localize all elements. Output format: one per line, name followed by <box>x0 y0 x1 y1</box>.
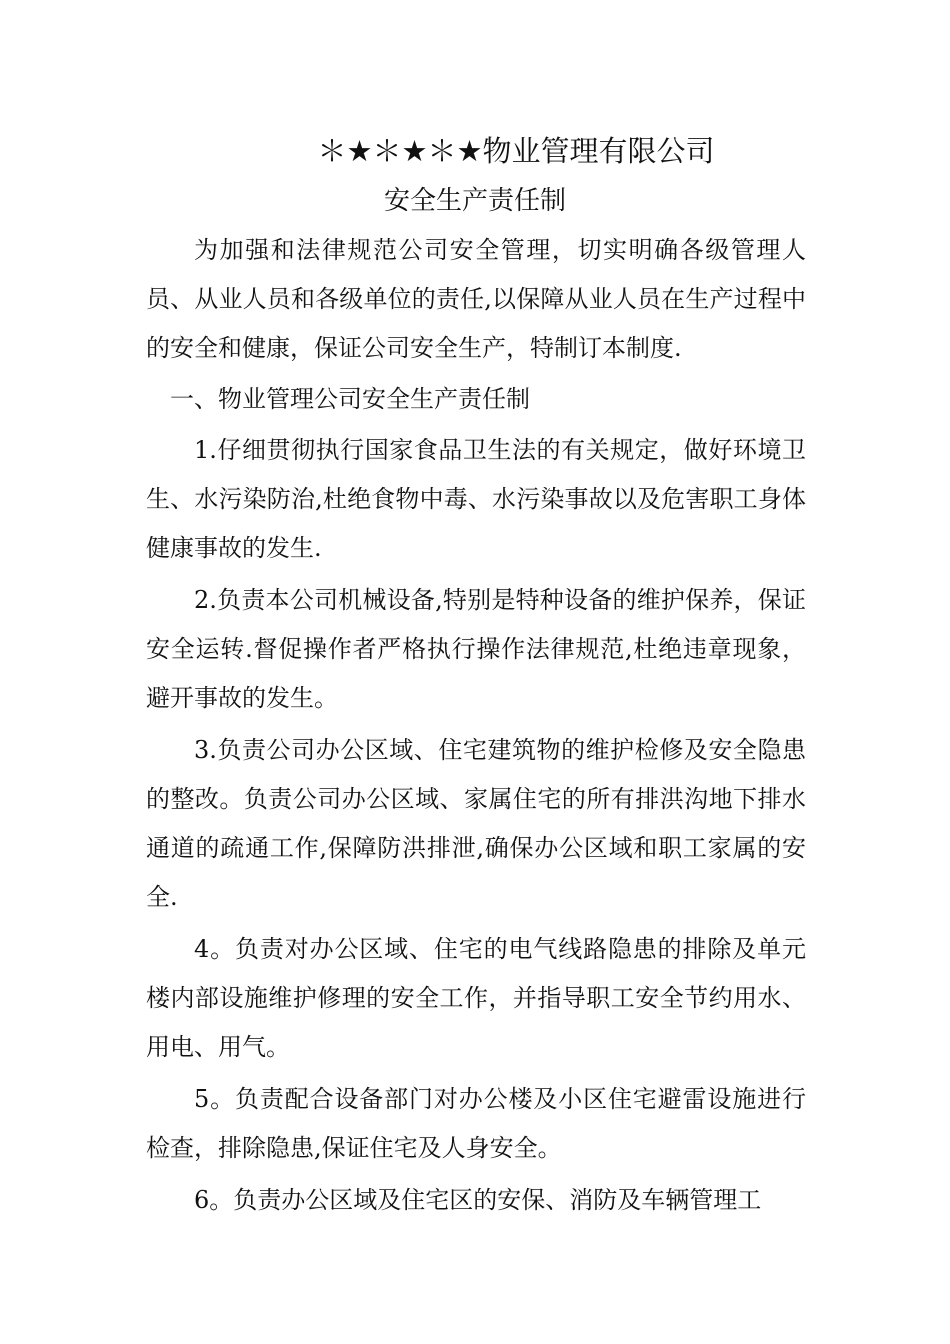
list-item: 5。负责配合设备部门对办公楼及小区住宅避雷设施进行检查，排除隐患,保证住宅及人身安全。 <box>146 1085 806 1162</box>
list-item: 6。负责办公区域及住宅区的安保、消防及车辆管理工 <box>194 1186 762 1214</box>
company-title: ＊★＊★＊★物业管理有限公司 <box>317 134 715 168</box>
list-item: 3.负责公司办公区域、住宅建筑物的维护检修及安全隐患的整改。负责公司办公区域、家属住宅的所有排洪沟地下排水通道的疏通工作,保障防洪排泄,确保办公区域和职工家属的安全. <box>146 736 806 911</box>
list-item: 4。负责对办公区域、住宅的电气线路隐患的排除及单元楼内部设施维护修理的安全工作，并指导职工安全节约用水、用电、用气。 <box>146 935 806 1061</box>
document-title: 安全生产责任制 <box>383 186 566 216</box>
list-item: 1.仔细贯彻执行国家食品卫生法的有关规定，做好环境卫生、水污染防治,杜绝食物中毒、水污染事故以及危害职工身体健康事故的发生. <box>146 436 806 562</box>
list-item: 2.负责本公司机械设备,特别是特种设备的维护保养，保证安全运转.督促操作者严格执行操作法律规范,杜绝违章现象，避开事故的发生。 <box>146 586 806 712</box>
section-heading: 一、物业管理公司安全生产责任制 <box>170 385 530 413</box>
intro-paragraph: 为加强和法律规范公司安全管理，切实明确各级管理人员、从业人员和各级单位的责任,以保障从业人员在生产过程中的安全和健康，保证公司安全生产，特制订本制度. <box>146 236 806 362</box>
document-body <box>146 226 806 1225</box>
